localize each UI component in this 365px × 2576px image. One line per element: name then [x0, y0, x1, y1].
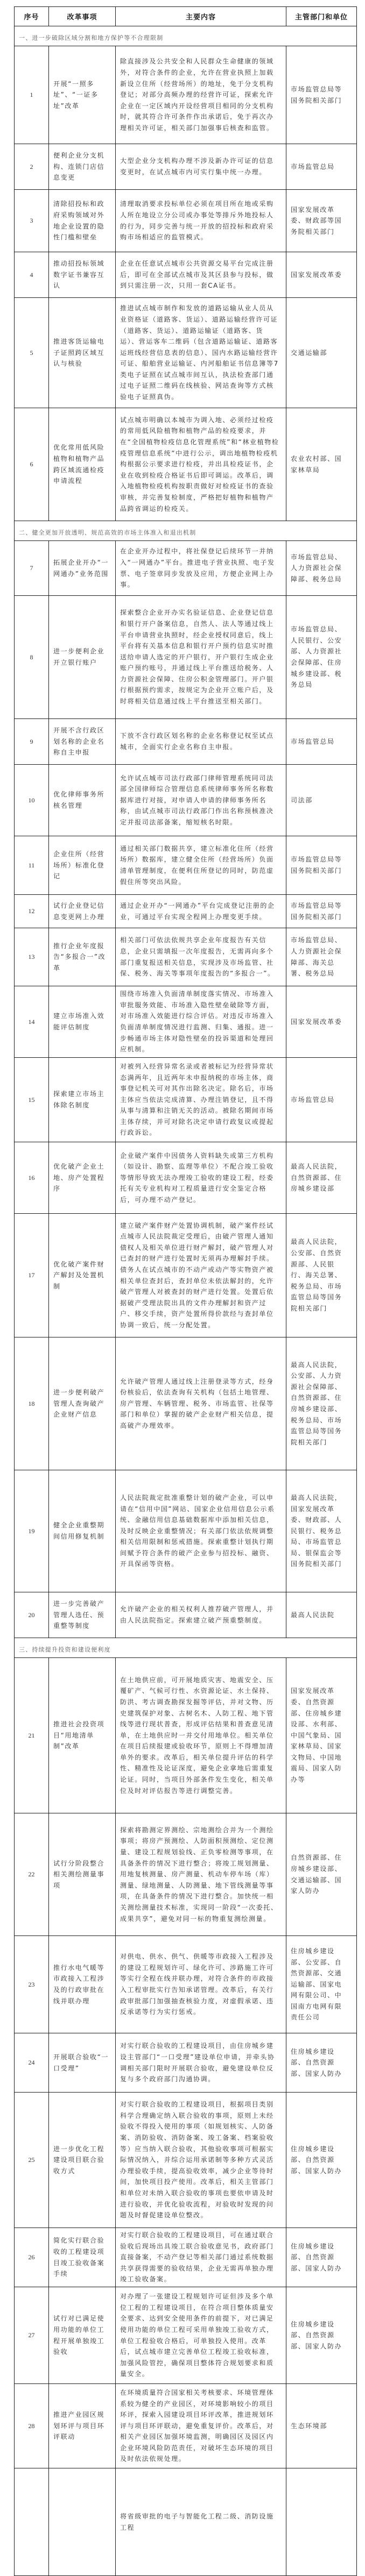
main-content: 在环境质量符合国家相关考核要求、环境管理体系较为健全的产业园区，对环境影响较小的项目环评，探索入园建设项目环评改革，推进规划环评与项目环评联动，避免重复评价。改革后，对相关产业园区加强环境监测，明确园区及园区内企业环境风险防范责任，对破坏生态环境的项目及时依法依规处理。 — [116, 2384, 286, 2468]
main-content: 对实行联合验收的工程建设项目，可在通过联合验收后现场出具竣工联合验收意见书，政府部门直接备案，不动产登记等相关部门通过系统数据共享获得需要的验收结果，企业无需再单独办理竣工验收备案。 — [116, 2228, 286, 2287]
table-row — [15, 895, 357, 928]
table-row — [15, 719, 357, 765]
main-content: 人民法院裁定批准重整计划的破产企业，可以申请在“信用中国”网站、国家企业信用信息公示系统、金融信用信息基础数据库中添加相关信息，及时反映企业重整情况；有关部门依法依规调整相关信用限制和惩戒措施。探索重整计划执行期间赋予符合条件的破产企业参与招投标、融资、开具保函等资格。 — [116, 1470, 286, 1592]
responsible-dept: 最高人民法院，公安部、自然资源部、人民银行、海关总署、税务总局、市场监管总局等国务院相关部门 — [286, 1214, 357, 1337]
reform-item: 建立市场准入效能评估制度 — [49, 986, 116, 1058]
main-content: 大型企业分支机构办理不涉及新办许可证的信息变更时，在试点城市内可实行集中统一办理。 — [116, 144, 286, 190]
responsible-dept: 市场监管总局、人力资源社会保障部、海关总署、税务总局 — [286, 928, 357, 986]
table-row — [15, 1936, 357, 2033]
row-number: 7 — [15, 541, 49, 596]
responsible-dept: 最高人民法院，国家发展改革委、财政部、人民银行、税务总局、市场监管总局、银保监会等国务院相关部门 — [286, 1470, 357, 1592]
responsible-dept: 国家发展改革委、自然资源部、住房城乡建设部、水利部、中国气象局、国家林草局、国家文物局、中国地震局、国家人防办等 — [286, 1658, 357, 1813]
main-content: 通过企业开办“一网通办”平台完成登记注册的企业，可通过平台实现全程网上办理变更手续。 — [116, 895, 286, 928]
responsible-dept: 市场监管总局 — [286, 144, 357, 190]
reform-item: 开展不含行政区划名称的企业名称自主申报 — [49, 719, 116, 765]
row-number: 19 — [15, 1470, 49, 1592]
reform-item: 优化破产企业土地、房产处置程序 — [49, 1142, 116, 1214]
row-number: 3 — [15, 190, 49, 252]
reform-item: 进一步优化工程建设项目联合验收方式 — [49, 2093, 116, 2228]
main-content: 将省级审批的电子与智能化工程二级、消防设施工程 — [116, 2468, 286, 2576]
reform-item: 开展“一照多址”、“一证多址”改革 — [49, 46, 116, 144]
main-content: 对实行联合验收的工程建设项目，根据项目类别科学合理确定纳入联合验收的事项，原则上未经验收不得投入使用的事项（如规划核实、人防备案、消防验收、消防备案、竣工备案、档案验收等）应当纳入联合验收，其他验收事项可根据实际情况纳入，并综合运用承诺制等多种方式灵活办理验收手续，提高验收效率，减少企业等待时间，加快项目投产使用。改革后，相关主管部门和单位对未纳入联合验收的事项也要依申请及时进行验收，并优化验收流程，对验收时发现的问题及时督促建设单位整改。 — [116, 2093, 286, 2228]
main-content: 允许破产企业的相关权利人推荐破产管理人，并由人民法院指定。探索建立破产预重整制度。 — [116, 1592, 286, 1638]
main-content: 允许试点城市司法行政部门律师管理系统同司法部全国律师综合管理信息系统律师事务所名称数据库进行对接，对申请人申请的律师事务所名称，由试点城市司法行政部门作出名称预核准决定并报司法部备案，缩短核名时限。 — [116, 765, 286, 836]
responsible-dept: 市场监管总局、人民银行、公安部、人力资源社会保障部、住房城乡建设部、税务总局 — [286, 596, 357, 719]
table-row — [15, 1142, 357, 1214]
main-content: 企业破产案件中因债务人资料缺失或第三方机构（如设计、勘察、监理等单位）不配合竣工验收等情形导致无法办理竣工验收的建设工程，经委托有关专业机构对工程质量进行安全鉴定合格后，可办理不动产登记。 — [116, 1142, 286, 1214]
reform-item — [49, 2468, 116, 2576]
section-row — [15, 1638, 357, 1658]
reform-item: 便利企业分支机构、连锁门店信息变更 — [49, 144, 116, 190]
main-content: 探索将勘测定界测绘、宗地测绘合并为一个测绘事项；将房产预测绘、人防面积预测绘、定位测量、建设工程规划验线、正负零检测等事项，在具备条件的情况下进行整合；将竣工规划测量、用地复核测量、房产测量、机动车停车场（库）测量、绿地测量、人防测量、地下管线测量等事项，在具备条件的情况下进行整合。加快统一相关测绘测量技术标准，实现同一阶段“一次委托、成果共享”，避免对同一标的物重复测绘测量。 — [116, 1813, 286, 1936]
reform-item: 探索建立市场主体除名制度 — [49, 1058, 116, 1142]
responsible-dept: 市场监管总局 — [286, 1058, 357, 1142]
main-content: 通过相关部门数据共享，建立标准化住所（经营场所）数据库，建立健全住所（经营场所）负面清单管理制度，在便利住所登记的同时，防范虚假住所等突出风险。 — [116, 836, 286, 895]
main-content: 相关部门可依法依规共享企业年度报告有关信息，企业只需填报一次年度报告，无需再向多个部门重复报送相关信息，实现涉及市场监管、社保、税务、海关等事项年度报告的“多报合一”。 — [116, 928, 286, 986]
row-number: 10 — [15, 765, 49, 836]
responsible-dept: 住房城乡建设部、自然资源部、国家人防办 — [286, 2033, 357, 2093]
reform-item: 推行水电气暖等市政接入工程涉及的行政审批在线并联办理 — [49, 1936, 116, 2033]
reform-item: 试行企业登记信息变更网上办理 — [49, 895, 116, 928]
responsible-dept: 最高人民法院 — [286, 1592, 357, 1638]
table-row — [15, 765, 357, 836]
responsible-dept: 国家发展改革委 — [286, 252, 357, 298]
responsible-dept — [286, 2468, 357, 2576]
responsible-dept: 最高人民法院，自然资源部、住房城乡建设部 — [286, 1142, 357, 1214]
section-row — [15, 26, 357, 46]
table-row — [15, 1470, 357, 1592]
row-number: 25 — [15, 2093, 49, 2228]
table-row — [15, 1658, 357, 1813]
main-content: 建立破产案件财产处置协调机制，破产案件经试点城市人民法院裁定受理后，由破产管理人通知债权人及相关单位进行财产解封，破产管理人对已查封的财产进行处置时无须再办理解封手续。债务人在试点城市的不动产或动产等实物资产被相关单位查封后，查封单位未依法解封的，允许破产管理人对被查封的财产进行处置。处置后依据破产受理法院出具的文件办理解封和资产过户、移交手续，资产处置所得价款经与查封单位协调一致后，统一分配处置。 — [116, 1214, 286, 1337]
table-row — [15, 2228, 357, 2287]
reform-item: 清除招投标和政府采购领域对外地企业设置的隐性门槛和壁垒 — [49, 190, 116, 252]
reform-item: 试行对已满足使用功能的单位工程开展单独竣工验收 — [49, 2287, 116, 2384]
row-number: 1 — [15, 46, 49, 144]
main-content: 围绕市场准入负面清单制度落实情况、市场准入审批服务效能、市场准入隐性壁垒破除等方面，对市场准入效能进行综合评估。对违反市场准入负面清单制度情况进行监测、归集、通报。进一步畅通市场主体对隐性壁垒的投诉渠道和处理回应机制。 — [116, 986, 286, 1058]
row-number: 14 — [15, 986, 49, 1058]
responsible-dept: 司法部 — [286, 765, 357, 836]
reform-item: 推行企业年度报告“多报合一”改革 — [49, 928, 116, 986]
reform-item: 试行分阶段整合相关测绘测量事项 — [49, 1813, 116, 1936]
table-row — [15, 928, 357, 986]
responsible-dept: 国家发展改革委、财政部等国务院相关部门 — [286, 190, 357, 252]
reform-item: 健全企业重整期间信用修复机制 — [49, 1470, 116, 1592]
section-title: 三、持续提升投资和建设便利度 — [15, 1638, 357, 1658]
reform-item: 优化破产案件财产解封及处置机制 — [49, 1214, 116, 1337]
row-number: 4 — [15, 252, 49, 298]
reform-items-table — [14, 6, 357, 2576]
responsible-dept: 市场监管总局等国务院相关部门 — [286, 895, 357, 928]
row-number: 16 — [15, 1142, 49, 1214]
main-content: 试点城市明确以本城市为调入地、必须经过检疫的常用低风险植物和植物产品的检疫要求，并在“全国植物检疫信息化管理系统”和“林业植物检疫管理信息系统”中进行公示，调出地植物检疫机构根据公示要求进行检疫，并出具检疫证书，企业在收到检疫合格证书后即可调运。改革后，调入地植物检疫机构按职责做好对检疫证书的查验审核，并完善复检制度，严格把好植物和植物产品跨省调运的检疫关。 — [116, 408, 286, 521]
responsible-dept: 市场监管总局、人力资源社会保障部、税务总局 — [286, 541, 357, 596]
table-row — [15, 190, 357, 252]
table-row — [15, 2287, 357, 2384]
row-number: 27 — [15, 2287, 49, 2384]
reform-item: 企业住所（经营场所）标准化登记 — [49, 836, 116, 895]
responsible-dept: 最高人民法院，公安部、人力资源社会保障部、自然资源部、住房城乡建设部、税务总局、市场监管总局等国务院相关部门 — [286, 1337, 357, 1470]
responsible-dept: 农业农村部、国家林草局 — [286, 408, 357, 521]
row-number: 28 — [15, 2384, 49, 2468]
row-number: 23 — [15, 1936, 49, 2033]
main-content: 在企业开办过程中，将社保登记后续环节一并纳入“一网通办”平台。推进电子营业执照、电子发票、电子签章同步发放及应用，方便企业网上办事。 — [116, 541, 286, 596]
main-content: 下放不含行政区划名称的企业名称登记权至试点城市，全面实行企业名称自主申报。 — [116, 719, 286, 765]
table-row — [15, 2093, 357, 2228]
reform-item: 推进产业园区规划环评与项目环评联动 — [49, 2384, 116, 2468]
row-number: 24 — [15, 2033, 49, 2093]
main-content: 在土地供应前，可开展地质灾害、地震安全、压覆矿产、气候可行性、水资源论证、水土保持、防洪、考古调查勘探发掘等评估，并对文物、历史建筑保护对象、古树名木、人防工程、地下管线等进行现状普查，形成评估结果和普查意见清单，在土地供应时一并交付用地单位。相关单位在项目后续报建或验收环节，原则上不得增加清单外的要求。改革后，相关单位提升评估的科学性、精准性及论证深度，避免企业拿地后需重复论证。同时，当项目外部条件发生变化，相关单位及时对评估报告等进行调整完善。 — [116, 1658, 286, 1813]
responsible-dept: 住房城乡建设部、自然资源部、国家人防办 — [286, 2093, 357, 2228]
responsible-dept: 住房城乡建设部、自然资源部、国家人防办 — [286, 2228, 357, 2287]
header-dept: 主管部门和单位 — [286, 7, 357, 26]
reform-item: 优化律师事务所核名管理 — [49, 765, 116, 836]
header-item: 改革事项 — [49, 7, 116, 26]
row-number: 22 — [15, 1813, 49, 1936]
table-row — [15, 836, 357, 895]
table-row — [15, 46, 357, 144]
row-number: 6 — [15, 408, 49, 521]
main-content: 对办理了一张建设工程规划许可证但涉及多个单位工程的工程建设项目，在符合项目整体质量安全要求、达到安全使用条件的前提下，对已满足使用功能的单位工程可采用单独竣工验收方式，单位工程验收合格后，可单独投入使用。改革后，试点城市建立完善单位工程竣工验收标准，加强风险管控，确保项目整体符合规划要求和质量安全。 — [116, 2287, 286, 2384]
responsible-dept: 生态环境部 — [286, 2384, 357, 2468]
row-number: 11 — [15, 836, 49, 895]
responsible-dept: 市场监管总局 — [286, 719, 357, 765]
row-number: 15 — [15, 1058, 49, 1142]
main-content: 对供电、供水、供气、供暖等市政接入工程涉及的建设工程规划许可、绿化许可、涉路施工许可等实行全程在线并联办理，对符合条件的市政接入工程审批实行告知承诺管理。改革后，有关行政审批部门加强抽查核验力度，对虚假承诺、违反承诺等行为实行惩戒。 — [116, 1936, 286, 2033]
reform-item: 推动招投标领域数字证书兼容互认 — [49, 252, 116, 298]
row-number: 2 — [15, 144, 49, 190]
main-content: 企业在任意试点城市公共资源交易平台完成注册后，即可在全部试点城市及其区县参与投标，做到只需注册一次，只用一套CA证书。 — [116, 252, 286, 298]
responsible-dept: 市场监管总局等国务院相关部门 — [286, 836, 357, 895]
row-number — [15, 2468, 49, 2576]
table-row — [15, 1058, 357, 1142]
table-row — [15, 408, 357, 521]
row-number: 8 — [15, 596, 49, 719]
reform-item: 进一步便利企业开立银行账户 — [49, 596, 116, 719]
main-content: 对实行联合验收的工程建设项目，由住房城乡建设主管部门“一口受理”建设单位申请，并牵头协调相关部门限时开展联合验收，避免建设单位反复与多个政府部门沟通协调。 — [116, 2033, 286, 2093]
main-content: 允许破产管理人通过线上注册登录等方式，经身份核验后，依法查询有关机构（包括土地管理、房产管理、车辆管理、税务、市场监管、社保等部门和单位）掌握的破产企业财产相关信息，提高破产办理效率。 — [116, 1337, 286, 1470]
main-content: 推进试点城市制作和发放的道路运输从业人员从业资格证（道路客、货运）、道路运输经营许可证（道路客、货运）、道路运输证（道路客、货运）、营运客车二维码（包含道路运输证、道路客运班线经营信息表的信息）、国内水路运输经营许可证、船舶营业运输证、内河船舶证书信息簿等7类电子证照在试点城市间互认，执法检查部门通过电子证照二维码在线核验、网站查询等方式核验电子证照真伪。 — [116, 298, 286, 408]
row-number: 18 — [15, 1337, 49, 1470]
row-number: 21 — [15, 1658, 49, 1813]
reform-item: 开展联合验收“一口受理” — [49, 2033, 116, 2093]
main-content: 探索整合企业开办实名验证信息、企业登记信息和银行开户备案信息，自然人、法人等通过线上平台申请营业执照时，经企业授权同意后，线上平台将有关基本信息和银行开户预约信息实时推送给申请人选定的开户银行，开户银行生成企业账户预约账号，并通过线上平台推送给税务、人力资源社会保障、住房公积金管理部门。开户银行根据预约需求，按规定为企业开立账户后，及时将相关信息通过线上平台推送至相关部门。 — [116, 596, 286, 719]
table-row — [15, 2033, 357, 2093]
table-row — [15, 1337, 357, 1470]
responsible-dept: 住房城乡建设部、公安部、自然资源部、交通运输部、国家电网有限公司、中国南方电网有限责任公司 — [286, 1936, 357, 2033]
table-row — [15, 1214, 357, 1337]
row-number: 9 — [15, 719, 49, 765]
section-row — [15, 521, 357, 541]
main-content: 对被列入经营异常名录或者被标记为经营异常状态满两年，且近两年未申报纳税的市场主体，商事登记机关可对其作出除名决定。除名后，市场主体应当依法完成清算、办理注销登记，且不得从事与清算和注销无关的活动。被除名期间市场主体存续，并可对除名决定申请行政复议或提起行政诉讼。 — [116, 1058, 286, 1142]
table-row — [15, 541, 357, 596]
main-content: 清理取消要求投标单位必须在项目所在地或采购人所在地设立分公司或办事处等排斥外地投标人的行为，同步完善与统一开放的招投标和政府采购市场相适应的监管模式。 — [116, 190, 286, 252]
section-title: 一、进一步破除区域分割和地方保护等不合理限制 — [15, 26, 357, 46]
row-number: 17 — [15, 1214, 49, 1337]
reform-item: 进一步便利破产管理人查询破产企业财产信息 — [49, 1337, 116, 1470]
reform-item: 推进客货运输电子证照跨区域互认与核验 — [49, 298, 116, 408]
table-body — [15, 26, 357, 2576]
header-no: 序号 — [15, 7, 49, 26]
table-row — [15, 2384, 357, 2468]
row-number: 13 — [15, 928, 49, 986]
main-content: 除直接涉及公共安全和人民群众生命健康的领域外，对符合条件的企业，允许在营业执照上加载新设立住所（经营场所）的地址，免于分支机构登记；对部分高频办理的经营许可证，探索允许企业在一定区域内开设经营项目相同的分支机构时，就其符合许可条件作出承诺后，免于再次办理相关许可证，相关部门加强事后核查和监管。 — [116, 46, 286, 144]
section-title: 二、健全更加开放透明、规范高效的市场主体准入和退出机制 — [15, 521, 357, 541]
table-row — [15, 1813, 357, 1936]
table-header-row — [15, 7, 357, 26]
reform-item: 拓展企业开办“一网通办”业务范围 — [49, 541, 116, 596]
row-number: 5 — [15, 298, 49, 408]
responsible-dept: 住房城乡建设部、自然资源部、国家人防办 — [286, 2287, 357, 2384]
responsible-dept: 市场监管总局等国务院相关部门 — [286, 46, 357, 144]
table-row — [15, 986, 357, 1058]
reform-item: 推进社会投资项目“用地清单制”改革 — [49, 1658, 116, 1813]
reform-item: 进一步完善破产管理人选任、预重整等制度 — [49, 1592, 116, 1638]
table-row — [15, 2468, 357, 2576]
reform-item: 优化常用低风险植物和植物产品跨区域流通检疫申请流程 — [49, 408, 116, 521]
table-row — [15, 1592, 357, 1638]
table-row — [15, 596, 357, 719]
responsible-dept: 自然资源部、住房城乡建设部、交通运输部、国家人防办 — [286, 1813, 357, 1936]
responsible-dept: 交通运输部 — [286, 298, 357, 408]
header-content: 主要内容 — [116, 7, 286, 26]
table-row — [15, 252, 357, 298]
responsible-dept: 国家发展改革委 — [286, 986, 357, 1058]
table-row — [15, 298, 357, 408]
reform-item: 简化实行联合验收的工程建设项目竣工验收备案手续 — [49, 2228, 116, 2287]
row-number: 20 — [15, 1592, 49, 1638]
row-number: 12 — [15, 895, 49, 928]
table-row — [15, 144, 357, 190]
row-number: 26 — [15, 2228, 49, 2287]
